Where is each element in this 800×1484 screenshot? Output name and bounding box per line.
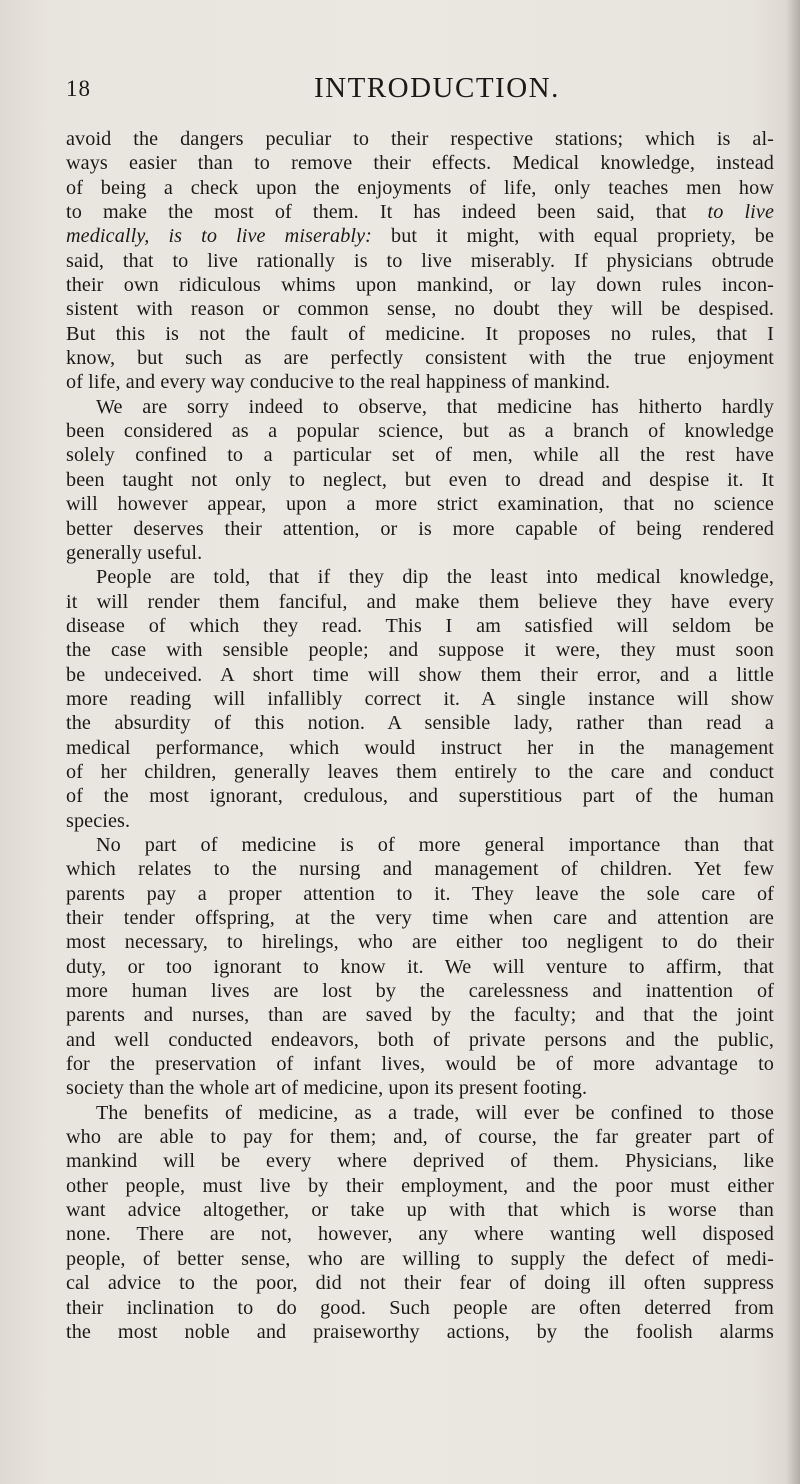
text-line: disease of which they read. This I am satisfied will seldom be [66,614,774,637]
text-line: cal advice to the poor, did not their fear of doing ill often suppress [66,1272,774,1295]
text-line: generally useful. [66,541,203,564]
text-line: We are sorry indeed to observe, that medicine has hitherto hardly [96,395,774,418]
text-line: The benefits of medicine, as a trade, will ever be confined to those [96,1101,774,1124]
text-line: who are able to pay for them; and, of course, the far greater part of [66,1126,774,1149]
text-line: want advice altogether, or take up with that which is worse than [66,1199,774,1222]
text-line: the absurdity of this notion. A sensible lady, rather than read a [66,712,774,735]
text-line: their own ridiculous whims upon mankind, or lay down rules incon- [66,274,774,297]
page-header [66,72,766,112]
text-line: more reading will infallibly correct it. A single instance will show [66,687,774,710]
text-line: the case with sensible people; and suppose it were, they must soon [66,639,774,662]
text-line: for the preservation of infant lives, would be of more advantage to [66,1053,774,1076]
text-line: parents pay a proper attention to it. They leave the sole care of [66,882,774,905]
text-line: parents and nurses, than are saved by the faculty; and that the joint [66,1004,774,1027]
text-line: solely confined to a particular set of men, while all the rest have [66,444,774,467]
text-line: most necessary, to hirelings, who are either too negligent to do their [66,931,774,954]
text-line: said, that to live rationally is to live miserably. If physicians obtrude [66,249,774,272]
text-line: it will render them fanciful, and make them believe they have every [66,590,774,613]
text-line: No part of medicine is of more general importance than that [96,833,774,856]
text-line: be undeceived. A short time will show them their error, and a little [66,663,774,686]
text-line: mankind will be every where deprived of them. Physicians, like [66,1150,774,1173]
text-line: But this is not the fault of medicine. It proposes no rules, that I [66,322,774,345]
text-line: sistent with reason or common sense, no doubt they will be despised. [66,298,774,321]
page-number: 18 [66,76,91,101]
text-line: people, of better sense, who are willing to supply the defect of medi- [66,1247,774,1270]
text-line: been considered as a popular science, but as a branch of knowledge [66,420,774,443]
text-line: which relates to the nursing and management of children. Yet few [66,858,774,881]
text-line: none. There are not, however, any where wanting well disposed [66,1223,774,1246]
text-line: other people, must live by their employment, and the poor must either [66,1174,774,1197]
body-text [66,127,774,1344]
text-line: more human lives are lost by the carelessness and inattention of [66,980,774,1003]
text-line: of her children, generally leaves them entirely to the care and conduct [66,760,774,783]
text-line: medically, is to live miserably: but it might, with equal propriety, be [66,225,775,248]
text-line: species. [66,809,131,832]
text-line: society than the whole art of medicine, upon its present footing. [66,1077,588,1100]
text-line: of the most ignorant, credulous, and superstitious part of the human [66,785,774,808]
text-line: will however appear, upon a more strict examination, that no science [66,493,774,516]
text-line: of life, and every way conducive to the real happiness of mankind. [66,371,611,394]
text-line: their tender offspring, at the very time when care and attention are [66,907,774,929]
text-line: to make the most of them. It has indeed been said, that to live [66,201,775,224]
text-line: and well conducted endeavors, both of private persons and the public, [66,1028,774,1051]
text-line: ways easier than to remove their effects. Medical knowledge, instead [66,152,774,175]
text-line: better deserves their attention, or is more capable of being rendered [66,517,774,540]
text-line: avoid the dangers peculiar to their respective stations; which is al- [66,128,774,150]
text-line: People are told, that if they dip the least into medical knowledge, [96,566,774,589]
text-line: of being a check upon the enjoyments of life, only teaches men how [66,176,774,199]
text-line: medical performance, which would instruct her in the management [66,736,774,759]
text-line: their inclination to do good. Such people are often deterred from [66,1296,774,1319]
text-line: know, but such as are perfectly consistent with the true enjoyment [66,347,774,370]
text-line: been taught not only to neglect, but even to dread and despise it. It [66,468,774,491]
running-head: INTRODUCTION. [314,72,560,104]
page-edge-shadow [786,0,800,1484]
text-line: the most noble and praiseworthy actions, by the foolish alarms [66,1320,774,1343]
text-line: duty, or too ignorant to know it. We will venture to affirm, that [66,955,774,978]
